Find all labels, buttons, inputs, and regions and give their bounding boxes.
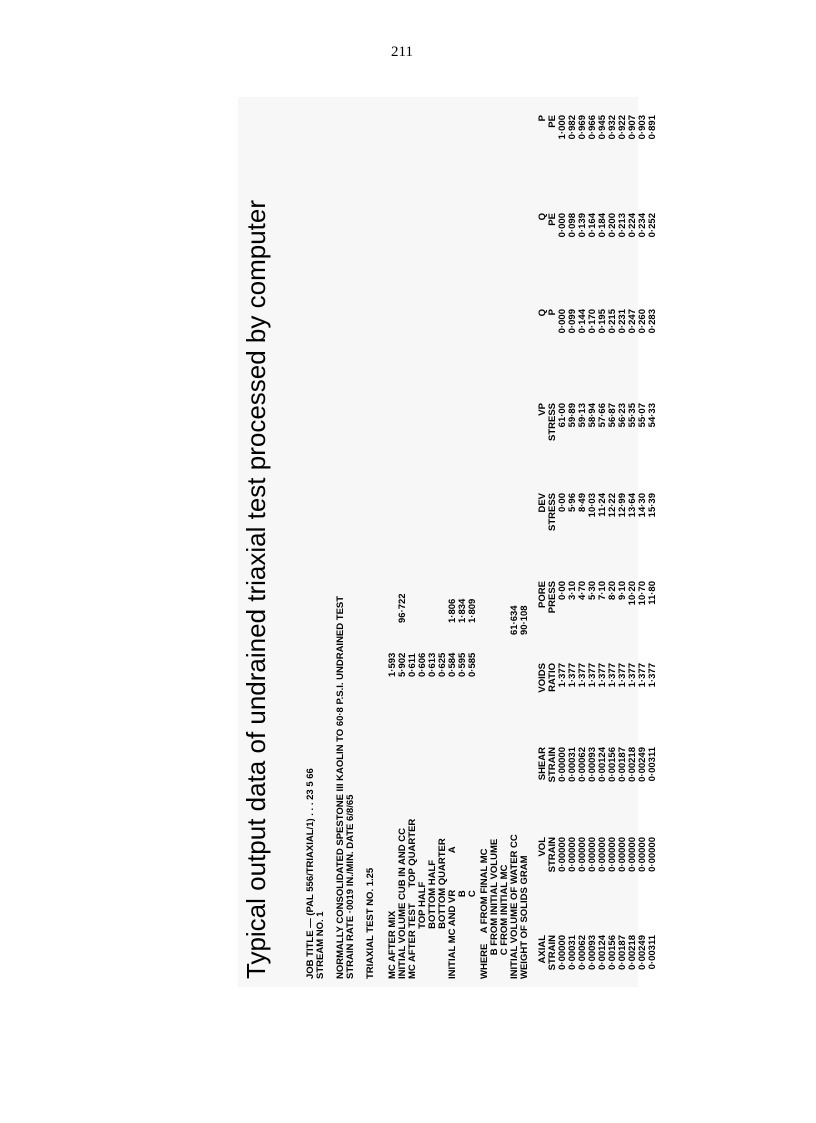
param-value: 1·593: [387, 652, 398, 677]
table-cell: 55·35: [627, 403, 638, 428]
table-cell: 10·20: [627, 581, 638, 606]
table-cell: 55·07: [637, 403, 648, 428]
col-header: VP: [537, 403, 548, 416]
param-label: TOP HALF: [417, 881, 428, 979]
table-cell: 0·00000: [617, 837, 628, 872]
param-label: C: [467, 890, 478, 979]
table-cell: 10·70: [637, 581, 648, 606]
col-header: P: [537, 115, 548, 122]
col-header-unit: STRESS: [547, 493, 558, 532]
table-cell: 0·00000: [587, 837, 598, 872]
param-label: INITIAL VOLUME CUB IN AND CC: [397, 828, 408, 979]
table-cell: 1·377: [607, 663, 618, 688]
table-cell: 0·891: [647, 115, 658, 140]
table-cell: 5·30: [587, 581, 598, 601]
table-cell: 0·969: [577, 115, 588, 140]
table-cell: 61·00: [557, 403, 568, 428]
param-value: [408, 593, 418, 623]
table-cell: 0·234: [637, 213, 648, 238]
table-cell: 0·00000: [557, 935, 568, 970]
table-cell: 0·00093: [587, 747, 598, 782]
table-cell: 0·907: [627, 115, 638, 140]
table-cell: 0·00062: [577, 935, 588, 970]
table-cell: 13·64: [627, 493, 638, 518]
col-header: SHEAR: [537, 747, 548, 781]
table-cell: 0·231: [617, 309, 628, 334]
table-cell: 3·10: [567, 581, 578, 601]
col-header-unit: RATIO: [547, 663, 558, 692]
col-shear-strain: [538, 747, 658, 815]
table-cell: 56·87: [607, 403, 618, 428]
param-label: MC AFTER MIX: [387, 910, 398, 979]
table-cell: 0·283: [647, 309, 658, 334]
where-line: WHERE A FROM FINAL MC: [479, 848, 490, 979]
table-cell: 0·922: [617, 115, 628, 140]
table-cell: 59·13: [577, 403, 588, 428]
table-cell: 58·94: [587, 403, 598, 428]
param-value: 0·584: [447, 652, 458, 677]
table-cell: 0·144: [577, 309, 588, 334]
table-cell: 0·260: [637, 309, 648, 334]
table-cell: 0·213: [617, 213, 628, 238]
table-cell: 10·03: [587, 493, 598, 518]
table-cell: 0·170: [587, 309, 598, 334]
param-label: B: [457, 890, 468, 979]
table-cell: 1·377: [627, 663, 638, 688]
table-cell: 0·00249: [637, 747, 648, 782]
table-cell: 57·66: [597, 403, 608, 428]
parameter-values-2: [388, 593, 478, 623]
table-cell: 1·377: [587, 663, 598, 688]
table-cell: 0·00124: [597, 747, 608, 782]
col-header-unit: PE: [547, 115, 558, 128]
param-value: 0·606: [417, 652, 428, 677]
table-cell: 0·945: [597, 115, 608, 140]
table-cell: 1·000: [557, 115, 568, 140]
table-cell: 0·00062: [577, 747, 588, 782]
col-header: VOIDS: [537, 663, 548, 693]
table-cell: 0·982: [567, 115, 578, 140]
job-title: JOB TITLE — (PAL 556/TRIAXIAL/1) . . . 23 5 66: [305, 768, 316, 979]
table-cell: 11·80: [647, 581, 658, 605]
table-cell: 0·00031: [567, 747, 578, 782]
param-value: 0·585: [467, 652, 478, 677]
col-header-unit: PRESS: [547, 581, 558, 614]
table-cell: 56·23: [617, 403, 628, 428]
param-value: [428, 593, 438, 623]
col-header: DEV: [537, 493, 548, 513]
table-cell: 0·932: [607, 115, 618, 140]
col-header-unit: STRAIN: [547, 747, 558, 783]
table-cell: 0·000: [557, 309, 568, 334]
table-cell: 4·70: [577, 581, 588, 601]
rotated-sheet-frame: [238, 97, 658, 987]
where-notes: [480, 834, 530, 979]
table-cell: 0·00311: [647, 935, 658, 970]
table-cell: 0·00000: [557, 747, 568, 782]
param-label: BOTTOM HALF: [427, 859, 438, 979]
col-dev-stress: [538, 493, 658, 559]
table-cell: 0·00: [557, 493, 568, 513]
table-cell: 59·89: [567, 403, 578, 428]
table-cell: 11·24: [597, 493, 608, 517]
col-p-pe: [538, 115, 658, 181]
col-vp-stress: [538, 403, 658, 469]
table-cell: 0·00187: [617, 935, 628, 970]
col-vol-strain: [538, 837, 658, 921]
table-cell: 0·195: [597, 309, 608, 334]
param-value: 1·834: [457, 598, 468, 623]
table-cell: 0·00000: [577, 837, 588, 872]
table-cell: 14·30: [637, 493, 648, 518]
initial-water-volume: 61·634: [509, 605, 520, 635]
table-cell: 0·098: [567, 213, 578, 238]
table-cell: 0·099: [567, 309, 578, 334]
table-cell: 0·215: [607, 309, 618, 334]
col-header: Q: [537, 309, 548, 317]
col-header: AXIAL: [537, 935, 548, 964]
strain-rate-date: STRAIN RATE ·0019 IN./MIN. DATE 6/8/65: [345, 794, 356, 979]
table-cell: 0·164: [587, 213, 598, 238]
table-cell: 0·00187: [617, 747, 628, 782]
where-line: WEIGHT OF SOLIDS GRAM: [519, 855, 530, 979]
table-cell: 0·903: [637, 115, 648, 140]
table-cell: 1·377: [557, 663, 568, 688]
table-cell: 0·00249: [637, 935, 648, 970]
table-cell: 1·377: [597, 663, 608, 688]
test-description: NORMALLY CONSOLIDATED SPESTONE III KAOLIN TO 60·8 P.S.I. UNDRAINED TEST: [335, 595, 346, 979]
col-voids-ratio: [538, 663, 658, 719]
param-value: 0·611: [407, 653, 418, 677]
table-cell: 1·377: [647, 663, 658, 688]
table-cell: 0·00311: [647, 747, 658, 782]
where-line: B FROM INITIAL VOLUME: [489, 838, 500, 979]
table-cell: 0·00218: [627, 935, 638, 970]
col-header-unit: STRAIN: [547, 837, 558, 873]
col-header-unit: P: [547, 309, 558, 316]
table-cell: 0·184: [597, 213, 608, 238]
table-cell: 0·00156: [607, 747, 618, 782]
param-label: BOTTOM QUARTER: [437, 838, 448, 979]
param-label: INITIAL MC AND VR A: [447, 846, 458, 979]
table-cell: 0·00: [557, 581, 568, 601]
where-line: C FROM INITIAL MC: [499, 864, 510, 979]
col-header-unit: PE: [547, 213, 558, 226]
table-cell: 0·00000: [637, 837, 648, 872]
table-cell: 1·377: [617, 663, 628, 688]
table-cell: 0·00124: [597, 935, 608, 970]
solids-weight: 90·108: [519, 605, 530, 635]
param-value: 5·902: [397, 652, 408, 677]
table-cell: 9·10: [617, 581, 628, 601]
table-cell: 0·247: [627, 309, 638, 334]
table-cell: 0·00093: [587, 935, 598, 970]
table-cell: 0·00218: [627, 747, 638, 782]
col-header-unit: STRESS: [547, 403, 558, 442]
table-cell: 0·200: [607, 213, 618, 238]
table-cell: 0·00000: [557, 837, 568, 872]
where-line: INITIAL VOLUME OF WATER CC: [509, 834, 520, 979]
parameter-values-1: [388, 653, 478, 677]
col-header: VOL: [537, 837, 548, 857]
table-cell: 1·377: [577, 663, 588, 688]
table-cell: 8·20: [607, 581, 618, 601]
table-cell: 0·00000: [647, 837, 658, 872]
col-header: Q: [537, 213, 548, 221]
col-header-unit: STRAIN: [547, 935, 558, 971]
table-cell: 0·00000: [597, 837, 608, 872]
param-value: 0·625: [437, 652, 448, 677]
table-cell: 0·00000: [567, 837, 578, 872]
parameter-labels: [388, 819, 478, 979]
table-cell: 1·377: [637, 663, 648, 688]
table-cell: 0·252: [647, 213, 658, 238]
table-cell: 0·00000: [627, 837, 638, 872]
col-header: PORE: [537, 581, 548, 608]
param-value: 0·613: [427, 652, 438, 677]
stream-number: STREAM NO. 1: [315, 911, 326, 979]
table-cell: 15·39: [647, 493, 658, 518]
table-cell: 0·139: [577, 213, 588, 238]
col-q-p: [538, 309, 658, 375]
table-cell: 0·000: [557, 213, 568, 238]
triaxial-test-number: TRIAXIAL TEST NO. 1.25: [365, 867, 376, 979]
printout-sheet: [238, 97, 658, 987]
table-cell: 0·00156: [607, 935, 618, 970]
table-cell: 8·49: [577, 493, 588, 513]
table-cell: 12·99: [617, 493, 628, 518]
table-cell: 5·96: [567, 493, 578, 513]
table-cell: 12·22: [607, 493, 618, 518]
col-pore-press: [538, 581, 658, 647]
col-q-pe: [538, 213, 658, 279]
param-value: [418, 593, 428, 623]
table-cell: 0·00000: [607, 837, 618, 872]
param-value: 0·595: [457, 652, 468, 677]
page-number: 211: [391, 44, 413, 60]
param-value: 96·722: [397, 593, 408, 623]
table-cell: 0·966: [587, 115, 598, 140]
table-cell: 54·33: [647, 403, 658, 428]
param-label: MC AFTER TEST TOP QUARTER: [407, 818, 418, 979]
param-value: 1·809: [467, 598, 478, 623]
table-cell: 0·224: [627, 213, 638, 238]
table-cell: 1·377: [567, 663, 578, 688]
param-value: 1·806: [447, 598, 458, 623]
table-cell: 7·10: [597, 581, 608, 601]
document-heading: Typical output data of undrained triaxial test processed by computer: [241, 200, 271, 979]
col-axial-strain: [538, 935, 658, 987]
table-cell: 0·00031: [567, 935, 578, 970]
